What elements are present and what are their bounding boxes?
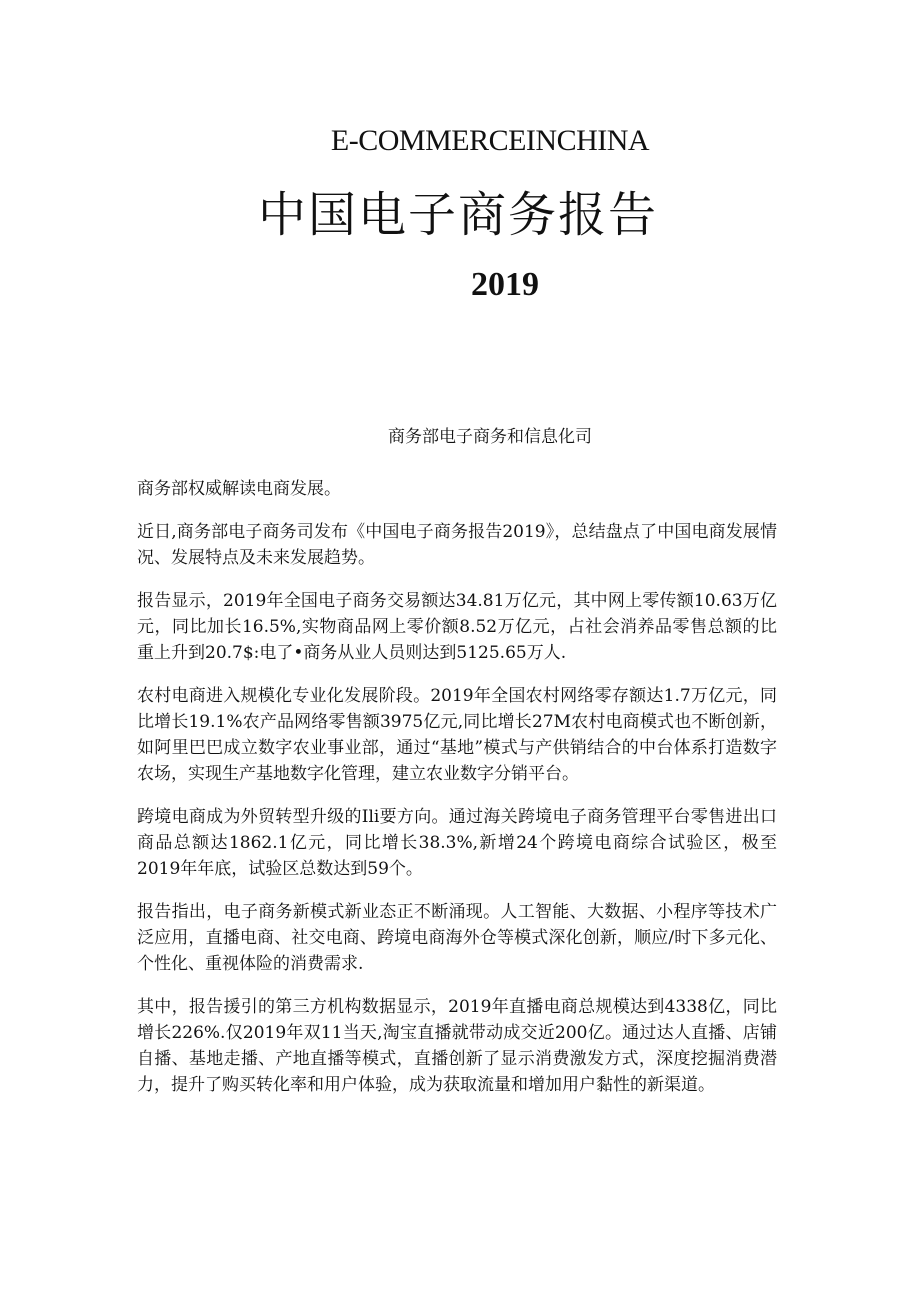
paragraph-cross-border: 跨境电商成为外贸转型升级的Ili要方向。通过海关跨境电子商务管理平台零售进出口商品总额达1862.1亿元，同比增长38.3%,新增24个跨境电商综合试验区，极至2019年年底，试验区总数达到59个。	[137, 807, 777, 879]
english-title: E-COMMERCEINCHINA	[330, 124, 650, 157]
article-body	[137, 476, 777, 1115]
report-year: 2019	[471, 266, 539, 303]
paragraph-new-models: 报告指出，电子商务新模式新业态正不断涌现。人工智能、大数据、小程序等技术广泛应用，直播电商、社交电商、跨境电商海外仓等模式深化创新，顺应/时下多元化、个性化、重视体险的消费需求.	[137, 902, 777, 974]
chinese-title: 中国电子商务报告	[257, 187, 658, 243]
paragraph-live-streaming: 其中，报告援引的第三方机构数据显示，2019年直播电商总规模达到4338亿，同比增长226%.仅2019年双11当天,淘宝直播就带动成交近200亿。通过达人直播、店铺自播、基地走播、产地直播等模式，直播创新了显示消费激发方式，深度挖掘消费潜力，提升了购买转化率和用户体验，成为获取流量和增加用户黏性的新渠道。	[137, 997, 777, 1095]
paragraph-rural-ecommerce: 农村电商进入规模化专业化发展阶段。2019年全国农村网络零存额达1.7万亿元，同比增长19.1%农产品网络零售额3975亿元,同比增长27M农村电商模式也不断创新，如阿里巴巴成立数字农业事业部，通过“基地”模式与产供销结合的中台体系打造数字农场，实现生产基地数字化管理，建立农业数字分销平台。	[137, 686, 777, 784]
paragraph-transaction-volume: 报告显示，2019年全国电子商务交易额达34.81万亿元，其中网上零传额10.63万亿元，同比加长16.5%,实物商品网上零价额8.52万亿元，占社会消养品零售总额的比重上升到20.7$:电了•商务从业人员则达到5125.65万人.	[137, 591, 777, 663]
department-name: 商务部电子商务和信息化司	[388, 427, 592, 447]
paragraph-report-release: 近日,商务部电子商务司发布《中国电子商务报告2019》，总结盘点了中国电商发展情况、发展特点及未来发展趋势。	[137, 522, 777, 568]
paragraph-intro: 商务部权威解读电商发展。	[137, 479, 341, 499]
